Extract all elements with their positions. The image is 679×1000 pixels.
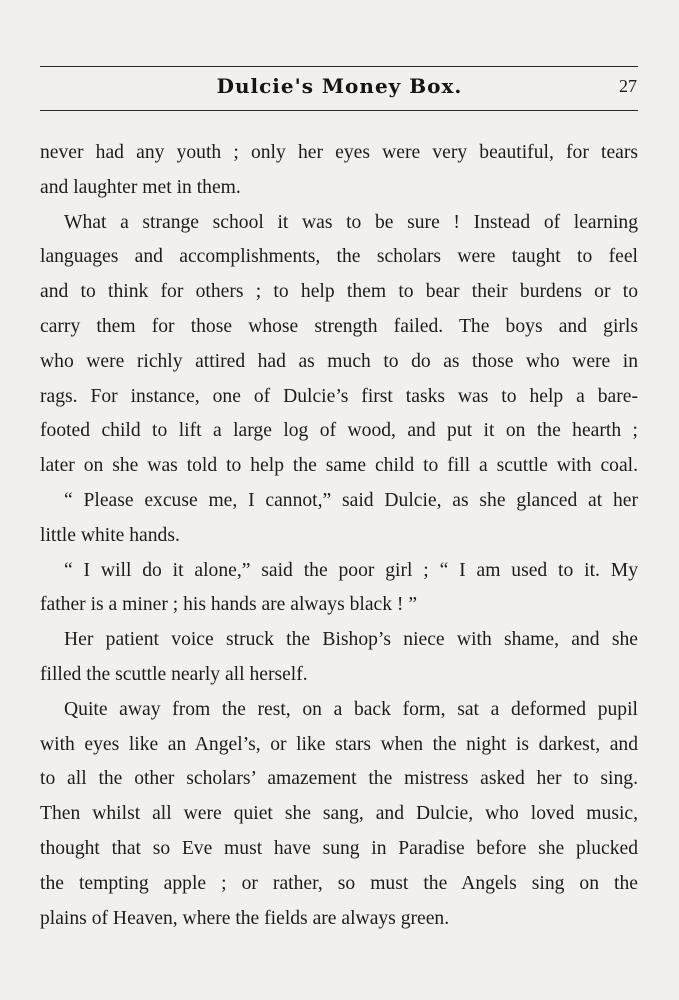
text-line: “ I will do it alone,” said the poor girl ; “ I am used to it. My — [64, 559, 638, 581]
text-line: plains of Heaven, where the fields are always green. — [40, 907, 450, 929]
header-bottom-rule — [40, 110, 638, 111]
text-line: who were richly attired had as much to do as those who were in — [40, 350, 638, 372]
text-line: Quite away from the rest, on a back form, sat a deformed pupil — [64, 698, 638, 720]
body-text — [40, 136, 638, 936]
text-line: languages and accomplishments, the scholars were taught to feel — [40, 246, 638, 268]
text-line: carry them for those whose strength failed. The boys and girls — [40, 315, 638, 337]
text-line: and to think for others ; to help them to bear their burdens or to — [40, 281, 638, 303]
text-line: with eyes like an Angel’s, or like stars when the night is darkest, and — [40, 733, 638, 755]
text-line: What a strange school it was to be sure ! Instead of learning — [64, 211, 638, 233]
text-line: filled the scuttle nearly all herself. — [40, 663, 308, 685]
text-line: later on she was told to help the same child to fill a scuttle with coal. — [40, 455, 638, 477]
text-line: Her patient voice struck the Bishop’s niece with shame, and she — [64, 629, 638, 651]
header-top-rule — [40, 66, 638, 67]
text-line: rags. For instance, one of Dulcie’s first tasks was to help a bare- — [40, 385, 638, 407]
text-line: footed child to lift a large log of wood, and put it on the hearth ; — [40, 420, 638, 442]
text-line: father is a miner ; his hands are always black ! ” — [40, 594, 418, 616]
text-line: “ Please excuse me, I cannot,” said Dulcie, as she glanced at her — [64, 489, 638, 511]
text-line: never had any youth ; only her eyes were very beautiful, for tears — [40, 142, 638, 163]
text-line: little white hands. — [40, 524, 180, 546]
text-line: the tempting apple ; or rather, so must the Angels sing on the — [40, 872, 638, 894]
text-line: thought that so Eve must have sung in Paradise before she plucked — [40, 837, 638, 859]
text-line: to all the other scholars’ amazement the mistress asked her to sing. — [40, 768, 638, 790]
text-line: Then whilst all were quiet she sang, and Dulcie, who loved music, — [40, 803, 638, 825]
running-title: Dulcie's Money Box. — [216, 74, 463, 98]
page-number: 27 — [619, 76, 637, 96]
text-line: and laughter met in them. — [40, 176, 241, 198]
